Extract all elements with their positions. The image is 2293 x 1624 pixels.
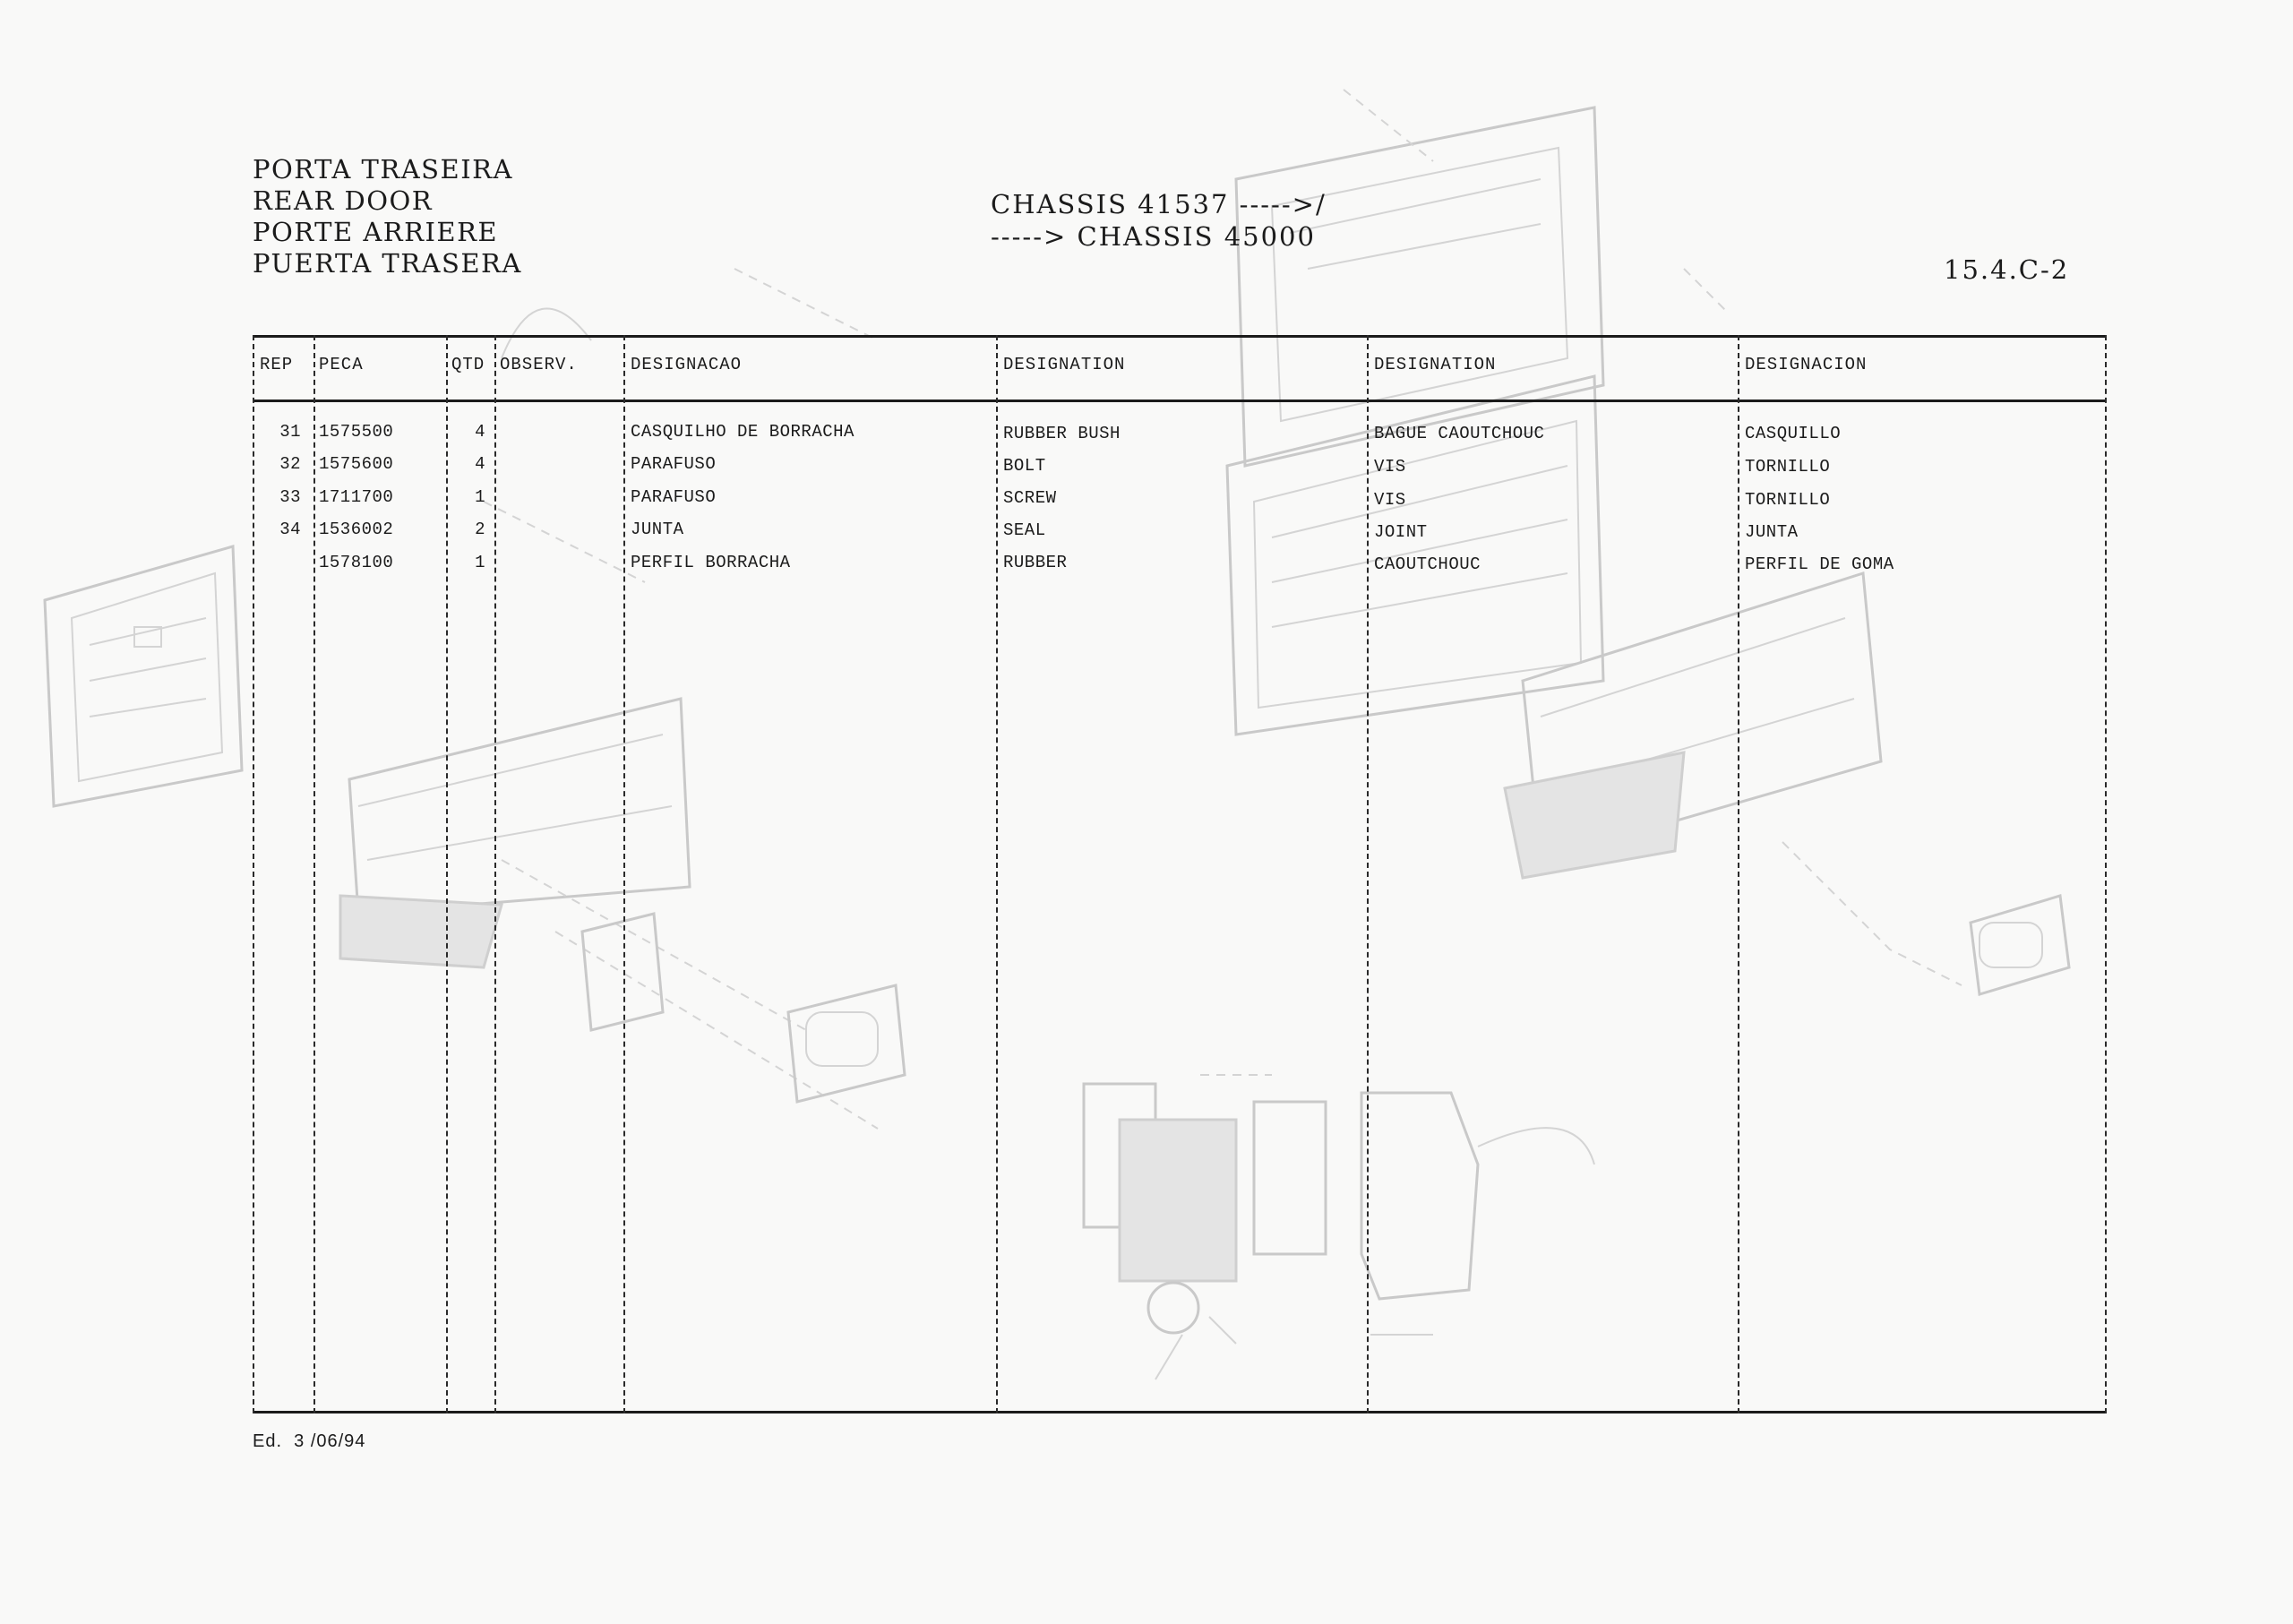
cell-designacion: PERFIL DE GOMA <box>1745 554 1894 574</box>
cell-designacion: CASQUILLO <box>1745 424 1842 443</box>
cell-rep: 32 <box>279 454 301 474</box>
column-separator <box>446 335 448 1413</box>
header-observ: OBSERV. <box>500 355 578 374</box>
table-bottom-rule <box>253 1411 2107 1413</box>
cell-rep <box>260 550 301 575</box>
cell-designation-fr: VIS <box>1374 490 1406 510</box>
title-block <box>253 154 522 279</box>
page-reference: 15.4.C-2 <box>1944 254 2070 285</box>
cell-qtd: 2 <box>475 520 485 539</box>
table-top-rule <box>253 335 2107 338</box>
title-pt: PORTA TRASEIRA <box>253 154 513 185</box>
cell-rep: 31 <box>279 422 301 442</box>
header-designacion: DESIGNACION <box>1745 355 1868 374</box>
cell-designacao: PARAFUSO <box>631 454 717 474</box>
cell-peca: 1578100 <box>319 553 394 572</box>
title-en: REAR DOOR <box>253 185 434 216</box>
edition-date: Ed. 3 /06/94 <box>253 1431 366 1451</box>
cell-peca: 1711700 <box>319 487 394 507</box>
title-fr: PORTE ARRIERE <box>253 217 499 247</box>
cell-designation-fr: BAGUE CAOUTCHOUC <box>1374 424 1545 443</box>
cell-designation-fr: JOINT <box>1374 522 1428 542</box>
column-separator <box>313 335 315 1413</box>
column-separator <box>2105 335 2107 1413</box>
cell-designation-en: RUBBER <box>1003 553 1068 572</box>
cell-qtd: 1 <box>475 553 485 572</box>
header-peca: PECA <box>319 355 364 374</box>
cell-designacao: JUNTA <box>631 520 684 539</box>
table-header-rule <box>253 400 2107 402</box>
cell-rep: 33 <box>279 487 301 507</box>
header-designacao: DESIGNACAO <box>631 355 743 374</box>
chassis-from: CHASSIS 41537 ----->/ <box>991 189 1327 219</box>
column-separator <box>253 335 254 1413</box>
cell-designation-fr: VIS <box>1374 457 1406 477</box>
cell-peca: 1536002 <box>319 520 394 539</box>
cell-designacion: TORNILLO <box>1745 457 1831 477</box>
chassis-range <box>991 188 1327 253</box>
title-es: PUERTA TRASERA <box>253 248 522 279</box>
cell-designacion: TORNILLO <box>1745 490 1831 510</box>
cell-designation-en: BOLT <box>1003 456 1046 476</box>
header-designation-en: DESIGNATION <box>1003 355 1126 374</box>
cell-qtd: 4 <box>475 422 485 442</box>
column-separator <box>623 335 625 1413</box>
header-designation-fr: DESIGNATION <box>1374 355 1497 374</box>
cell-designation-en: RUBBER BUSH <box>1003 424 1121 443</box>
header-rep: REP <box>260 355 294 374</box>
cell-designacao: PERFIL BORRACHA <box>631 553 791 572</box>
cell-peca: 1575500 <box>319 422 394 442</box>
cell-peca: 1575600 <box>319 454 394 474</box>
column-separator <box>996 335 998 1413</box>
column-separator <box>1367 335 1369 1413</box>
header-qtd: QTD <box>451 355 485 374</box>
cell-designation-en: SCREW <box>1003 488 1057 508</box>
cell-designacao: CASQUILHO DE BORRACHA <box>631 422 855 442</box>
cell-designacion: JUNTA <box>1745 522 1799 542</box>
cell-designacao: PARAFUSO <box>631 487 717 507</box>
chassis-to: -----> CHASSIS 45000 <box>991 221 1316 252</box>
cell-qtd: 4 <box>475 454 485 474</box>
cell-designation-fr: CAOUTCHOUC <box>1374 554 1481 574</box>
cell-rep: 34 <box>279 520 301 539</box>
column-separator <box>494 335 496 1413</box>
parts-table <box>253 335 2107 1413</box>
cell-designation-en: SEAL <box>1003 520 1046 540</box>
column-separator <box>1738 335 1739 1413</box>
cell-qtd: 1 <box>475 487 485 507</box>
